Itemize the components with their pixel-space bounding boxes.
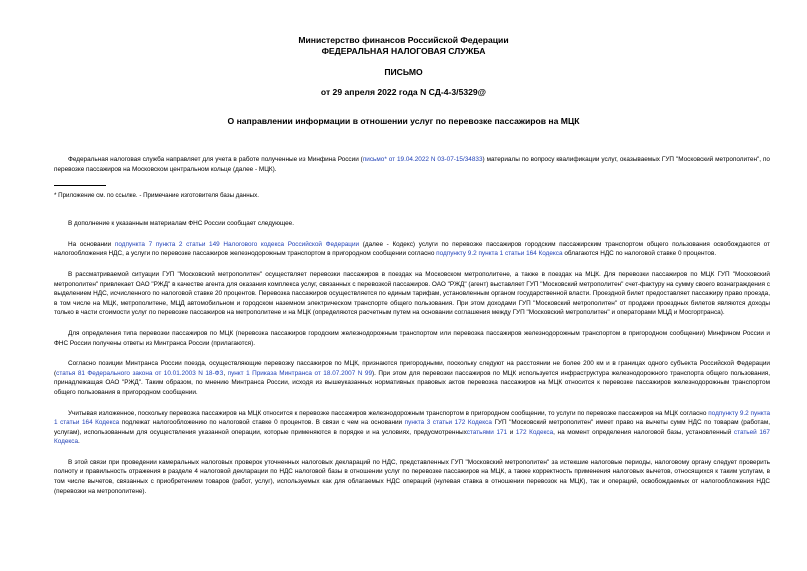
- paragraph-5: Для определения типа перевозки пассажиров по МЦК (перевозка пассажиров городским железнодорожным транспортом или перевозка пассажиров железнодорожным транспортом в пригородном сообщении) Минфином России и ФНС России получены ответы из Минтранса России (прилагаются).: [54, 329, 770, 347]
- document-subject: О направлении информации в отношении услуг по перевозке пассажиров на МЦК: [227, 116, 580, 126]
- paragraph-7: [54, 409, 770, 447]
- link-federal-law-18fz[interactable]: статья 81 Федерального закона от 10.01.2003 N 18-ФЗ: [56, 369, 224, 377]
- document-header: [0, 35, 807, 56]
- paragraph-text: облагаются НДС по налоговой ставке 0 процентов.: [562, 250, 717, 258]
- link-mintrans-order-99[interactable]: пункт 1 Приказа Минтранса от 18.07.2007 N 99: [227, 369, 373, 377]
- paragraph-text: и: [507, 428, 516, 436]
- document-type: ПИСЬМО: [384, 67, 423, 77]
- link-tax-code-171[interactable]: статьями 171: [466, 428, 508, 436]
- service-name: ФЕДЕРАЛЬНАЯ НАЛОГОВАЯ СЛУЖБА: [321, 45, 486, 56]
- paragraph-text: ГУП "Московский метрополитен" имеет право на вычеты сумм НДС по товарам (работам, услугам), использованным для осуществления указанной операции, которые применяются в порядке и на условиях, предусмотренных: [54, 419, 770, 436]
- document-body: [54, 155, 770, 507]
- paragraph-8: В этой связи при проведении камеральных налоговых проверок уточненных налоговых деклараций по НДС, представленных ГУП "Московский метрополитен" за истекшие налоговые периоды, налоговому органу следует проверить полноту и правильность отражения в разделе 4 налоговой декларации по НДС налоговой базы в отношении услуг по перевозке пассажиров на МЦК, а также корректность применения налоговых вычетов, относящихся к таким услугам, в том числе вычетов, связанных с приобретением товаров (работ, услуг), используемых как для облагаемых НДС операций (нулевая ставка в отношении перевозок на МЦК), так и операций, освобождаемых от налогообложения НДС (перевозки на метрополитене).: [54, 458, 770, 495]
- paragraph-text: (далее - Кодекс) услуги по перевозке пассажиров городским пассажирским транспортом общего пользования освобождаются от налогообложения НДС, а услуги по перевозке пассажиров железнодорожным транспортом в пригородном сообщении согласно: [54, 240, 770, 258]
- paragraph-text: ) материалы по вопросу квалификации услуг, оказываемых ГУП "Московский метрополитен", по перевозке пассажиров на Московском центральном кольце (далее - МЦК).: [54, 156, 770, 173]
- paragraph-text: Учитывая изложенное, поскольку перевозка пассажиров на МЦК относится к перевозке пассажиров железнодорожным транспортом в пригородном сообщении, то услуги по перевозке пассажиров на МЦК согласно: [68, 409, 709, 417]
- paragraph-text: .: [78, 438, 80, 446]
- link-tax-code-172-p3[interactable]: пункта 3 статьи 172 Кодекса: [404, 419, 492, 427]
- paragraph-text: Федеральная налоговая служба направляет для учета в работе полученные из Минфина России (: [68, 156, 363, 163]
- footnote: * Приложение см. по ссылке. - Примечание изготовителя базы данных.: [54, 192, 259, 200]
- paragraph-text: На основании: [68, 240, 115, 248]
- paragraph-text: ). При этом для перевозки пассажиров по МЦК используется инфраструктура железнодорожного транспорта общего пользования, принадлежащая ОАО "РЖД". Таким образом, по мнению Минтранса России, исходя из вышеуказанных нормативных правовых актов перевозка пассажиров на МЦК относится к перевозке пассажиров железнодорожным транспортом общего пользования в пригородном сообщении.: [54, 369, 771, 396]
- paragraph-text: Согласно позиции Минтранса России поезда, осуществляющие перевозку пассажиров по МЦК, признаются пригородными, поскольку следуют на расстоянии не более 200 км и в границах одного субъекта Российской Федерации (: [54, 360, 770, 377]
- link-tax-code-172[interactable]: 172 Кодекса: [515, 428, 554, 436]
- link-minfin-letter[interactable]: письмо* от 19.04.2022 N 03-07-15/34833: [362, 156, 483, 163]
- paragraph-4: В рассматриваемой ситуации ГУП "Московский метрополитен" осуществляет перевозки пассажиров в поездах на Московском метрополитене, а также в поездах на МЦК. Для перевозки пассажиров по МЦК ГУП "Московский метрополитен" привлекает ОАО "РЖД" в качестве агента для оказания комплекса услуг, связанных с перевозкой пассажиров. ОАО "РЖД" (агент) выставляет ГУП "Московский метрополитен" счет-фактуру на сумму своего вознаграждения с выделением НДС, исчисленного по налоговой ставке 20 процентов. Перевозка пассажиров осуществляется по единым тарифам, установленным органом государственной власти. Проездной билет предоставляет пассажиру право проезда, в том числе на МЦК, метрополитене, МЦД автомобильном и городском наземном электрическом транспорте общего пользования. При этом доходами ГУП "Московский метрополитен" от продажи проездных билетов являются доходы только в части стоимости услуг по перевозке пассажиров на метрополитене и на МЦК (определяются расчетным путем на основании соглашения между ГУП "Московский метрополитен" и операторами МЦД и Мосгортранса).: [54, 270, 770, 317]
- link-tax-code-167[interactable]: статьей 167 Кодекса: [54, 428, 770, 446]
- ministry-name: Министерство финансов Российской Федерации: [298, 35, 509, 45]
- paragraph-2: В дополнение к указанным материалам ФНС России сообщает следующее.: [68, 220, 294, 228]
- paragraph-6: [54, 359, 770, 397]
- link-tax-code-164[interactable]: подпункту 9.2 пункта 1 статьи 164 Кодекса: [54, 409, 771, 427]
- link-tax-code-164[interactable]: подпункту 9.2 пункта 1 статьи 164 Кодекса: [436, 250, 563, 258]
- paragraph-1: [54, 155, 770, 174]
- paragraph-text: подлежат налогообложению по налоговой ставке 0 процентов. В связи с чем на основании: [119, 419, 405, 427]
- link-tax-code-149[interactable]: подпункта 7 пункта 2 статьи 149 Налогового кодекса Российской Федерации: [114, 240, 360, 248]
- paragraph-text: , на момент определения налоговой базы, установленный: [553, 428, 734, 436]
- paragraph-3: [54, 240, 770, 259]
- paragraph-text: ,: [223, 369, 228, 377]
- document-date-number: от 29 апреля 2022 года N СД-4-3/5329@: [320, 87, 487, 97]
- footnote-divider: [54, 185, 106, 186]
